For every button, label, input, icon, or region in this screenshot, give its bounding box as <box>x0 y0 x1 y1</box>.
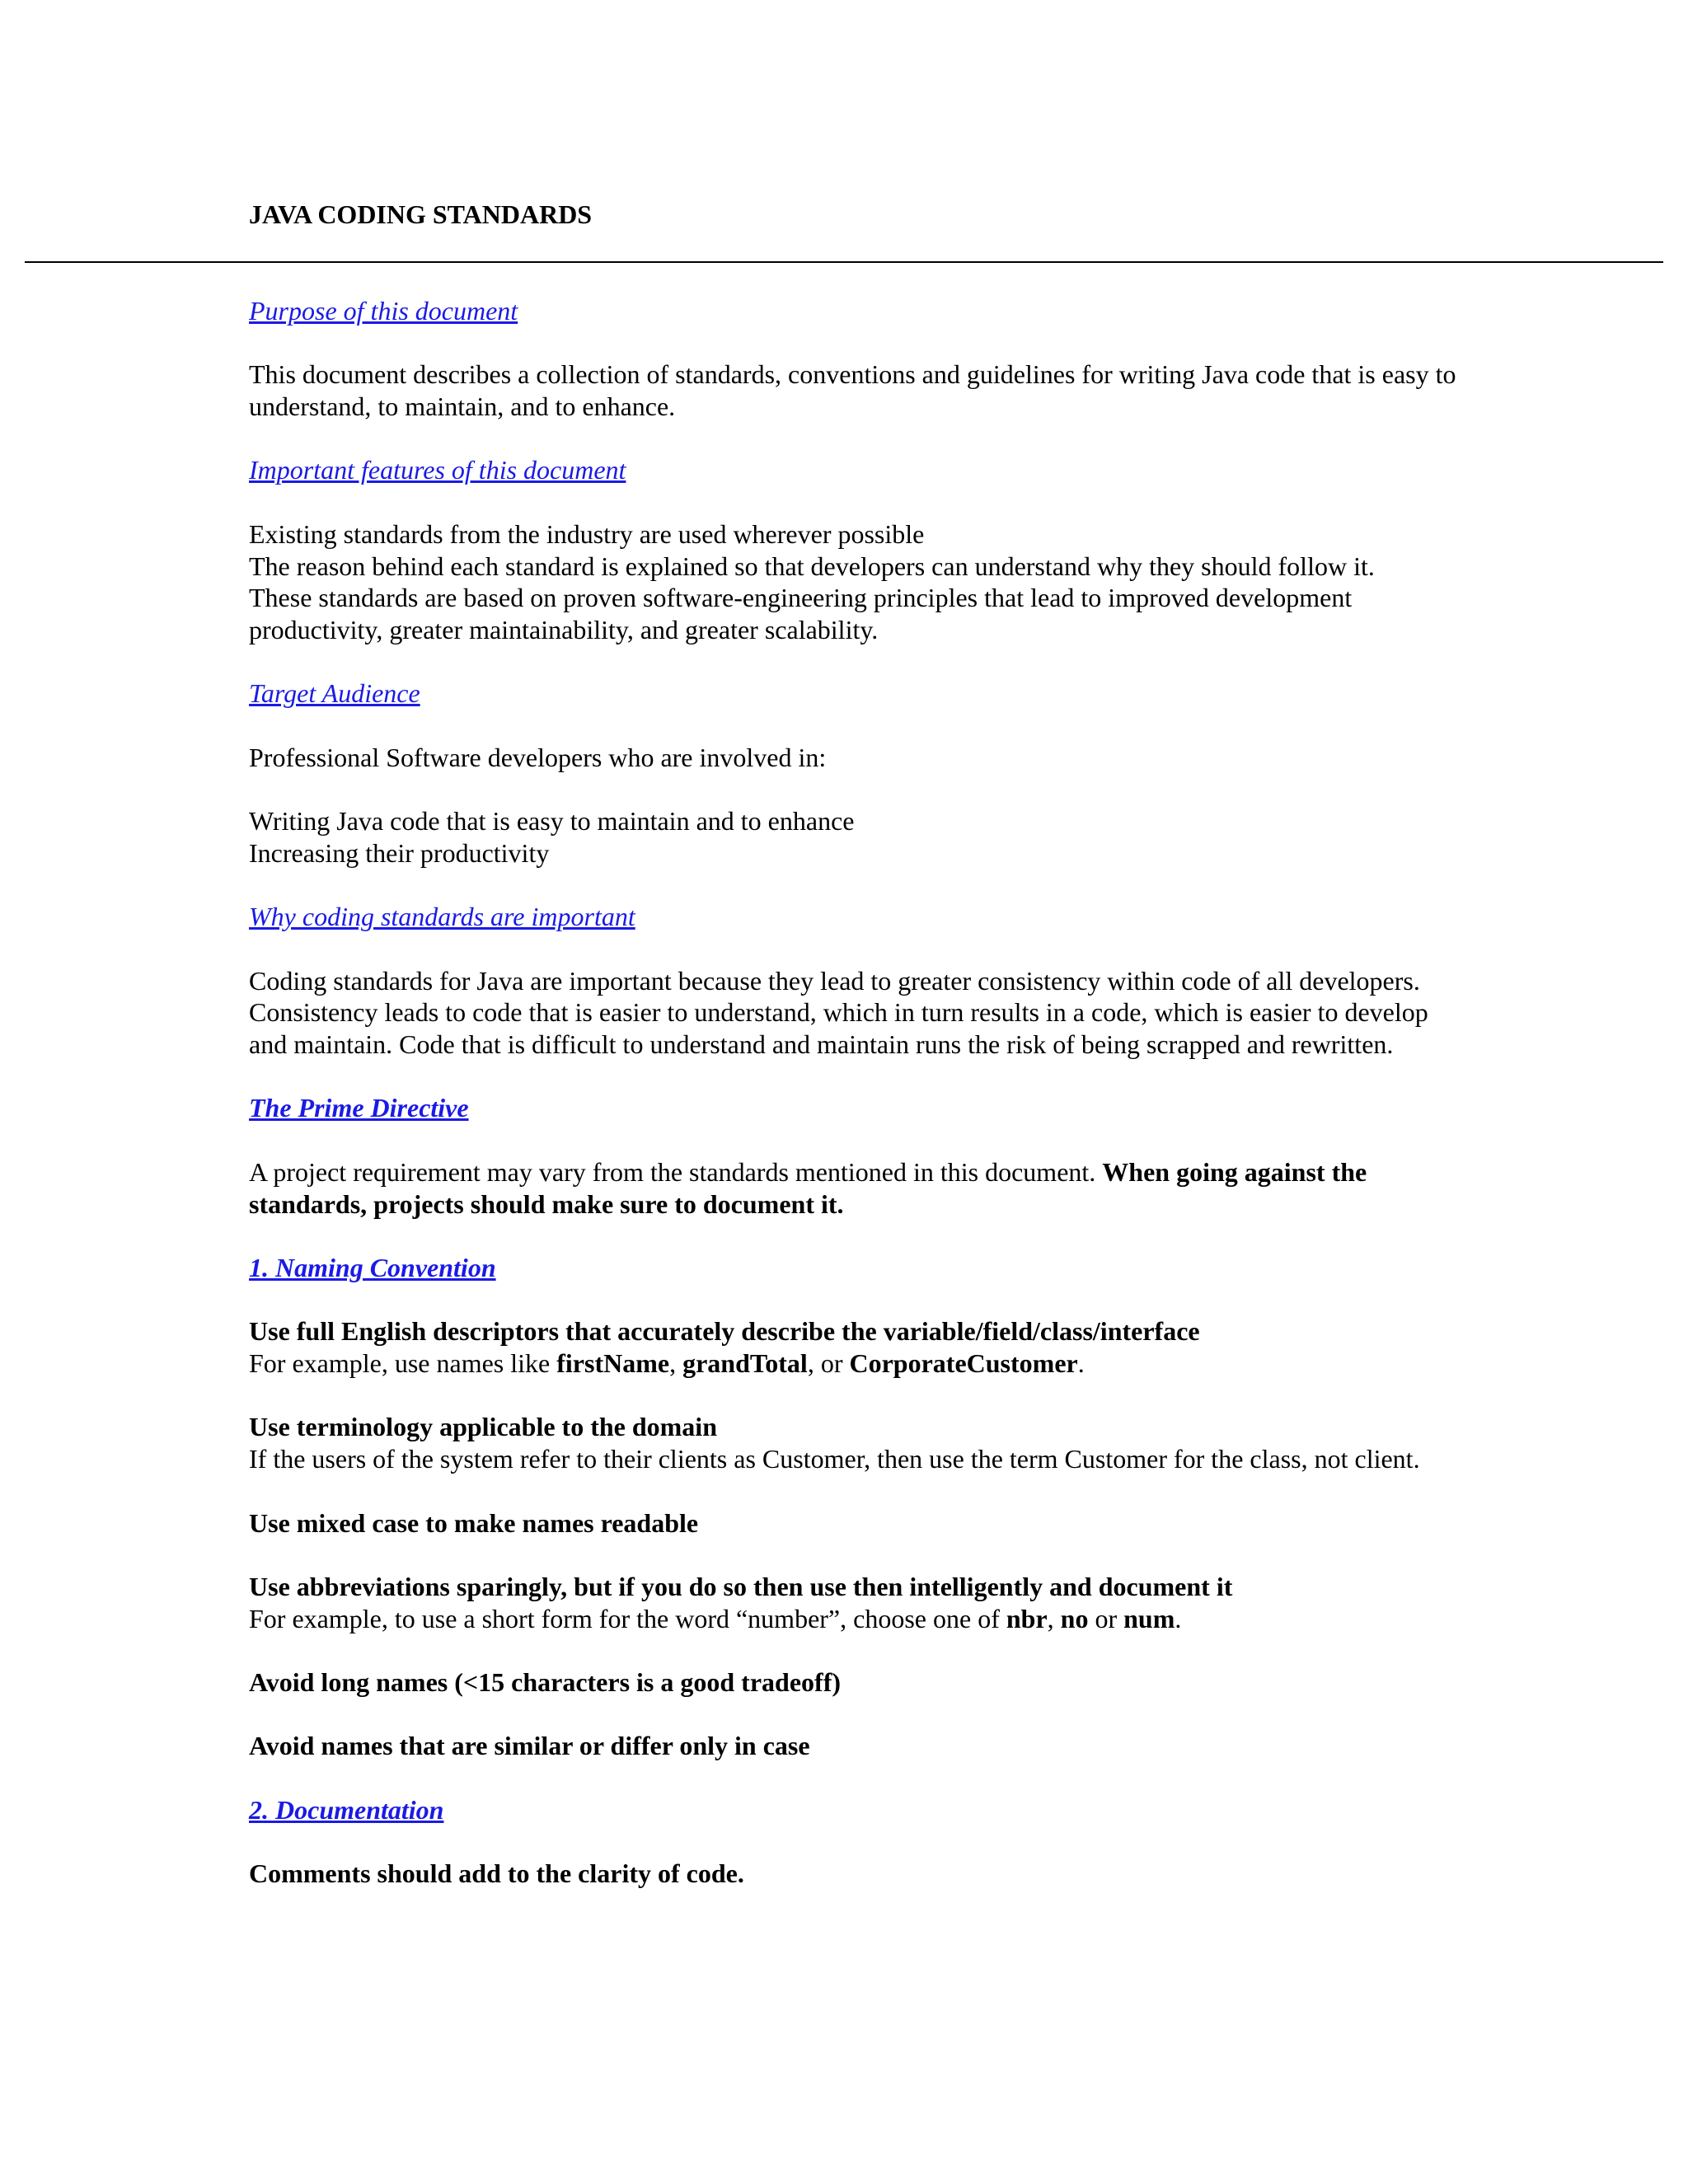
section-heading-naming <box>249 1252 1469 1284</box>
audience-link[interactable]: Target Audience <box>249 678 420 709</box>
purpose-link[interactable]: Purpose of this document <box>249 296 518 326</box>
document-body <box>249 295 1469 1922</box>
page-title: JAVA CODING STANDARDS <box>249 199 593 229</box>
prime-text: A project requirement may vary from the standards mentioned in this document. <box>249 1156 1103 1187</box>
naming-rule-2-title: Use terminology applicable to the domain <box>249 1412 717 1442</box>
section-heading-features <box>249 454 1469 486</box>
prime-text-bold: When going against the standards, projects should make sure to document it. <box>249 1156 1367 1219</box>
why-paragraph: Coding standards for Java are important because they lead to greater consistency within code of all developers. Consistency leads to code that is easier to understand, which in turn results in a code, which is easier to develop and maintain. Code that is difficult to understand and maintain runs the risk of being scrapped and rewritten. <box>249 965 1428 1060</box>
naming-rule-6: Avoid names that are similar or differ only in case <box>249 1731 810 1761</box>
documentation-rule-1: Comments should add to the clarity of code. <box>249 1858 744 1889</box>
why-link[interactable]: Why coding standards are important <box>249 902 635 932</box>
section-heading-purpose <box>249 295 1469 327</box>
audience-item-1: Writing Java code that is easy to maintain and to enhance <box>249 806 855 837</box>
naming-rule-1-title: Use full English descriptors that accurately describe the variable/field/class/interface <box>249 1316 1200 1347</box>
features-line-1: Existing standards from the industry are used wherever possible <box>249 518 925 549</box>
naming-rule-2-text: If the users of the system refer to their clients as Customer, then use the term Customer for the class, not client. <box>249 1444 1420 1474</box>
naming-rule-4-example: For example, to use a short form for the word “number”, choose one of nbr, no or num. <box>249 1603 1182 1633</box>
features-line-2: The reason behind each standard is explained so that developers can understand why they should follow it. <box>249 551 1375 581</box>
audience-item-2: Increasing their productivity <box>249 837 550 868</box>
prime-paragraph <box>249 1156 1469 1220</box>
naming-convention-link[interactable]: 1. Naming Convention <box>249 1252 496 1282</box>
naming-rule-4-title: Use abbreviations sparingly, but if you do so then use then intelligently and document it <box>249 1571 1233 1601</box>
features-line-3: These standards are based on proven software-engineering principles that lead to improved development productivity, greater maintainability, and greater scalability. <box>249 583 1353 644</box>
section-heading-prime <box>249 1092 1469 1124</box>
audience-list <box>249 805 1469 869</box>
documentation-link[interactable]: 2. Documentation <box>249 1794 444 1825</box>
audience-intro: Professional Software developers who are involved in: <box>249 742 827 772</box>
naming-rule-1-example: For example, use names like firstName, grandTotal, or CorporateCustomer. <box>249 1348 1085 1379</box>
features-link[interactable]: Important features of this document <box>249 455 626 485</box>
purpose-paragraph: This document describes a collection of standards, conventions and guidelines for writing Java code that is easy to understand, to maintain, and to enhance. <box>249 359 1456 422</box>
naming-rule-1 <box>249 1315 1469 1379</box>
naming-rule-4 <box>249 1571 1469 1634</box>
features-paragraph <box>249 518 1469 646</box>
section-heading-why <box>249 901 1469 933</box>
naming-rule-2 <box>249 1411 1469 1474</box>
horizontal-divider <box>25 261 1663 263</box>
naming-rule-3: Use mixed case to make names readable <box>249 1507 699 1538</box>
section-heading-documentation <box>249 1794 1469 1826</box>
section-heading-audience <box>249 677 1469 710</box>
prime-directive-link[interactable]: The Prime Directive <box>249 1093 469 1123</box>
naming-rule-5: Avoid long names (<15 characters is a good tradeoff) <box>249 1666 841 1697</box>
